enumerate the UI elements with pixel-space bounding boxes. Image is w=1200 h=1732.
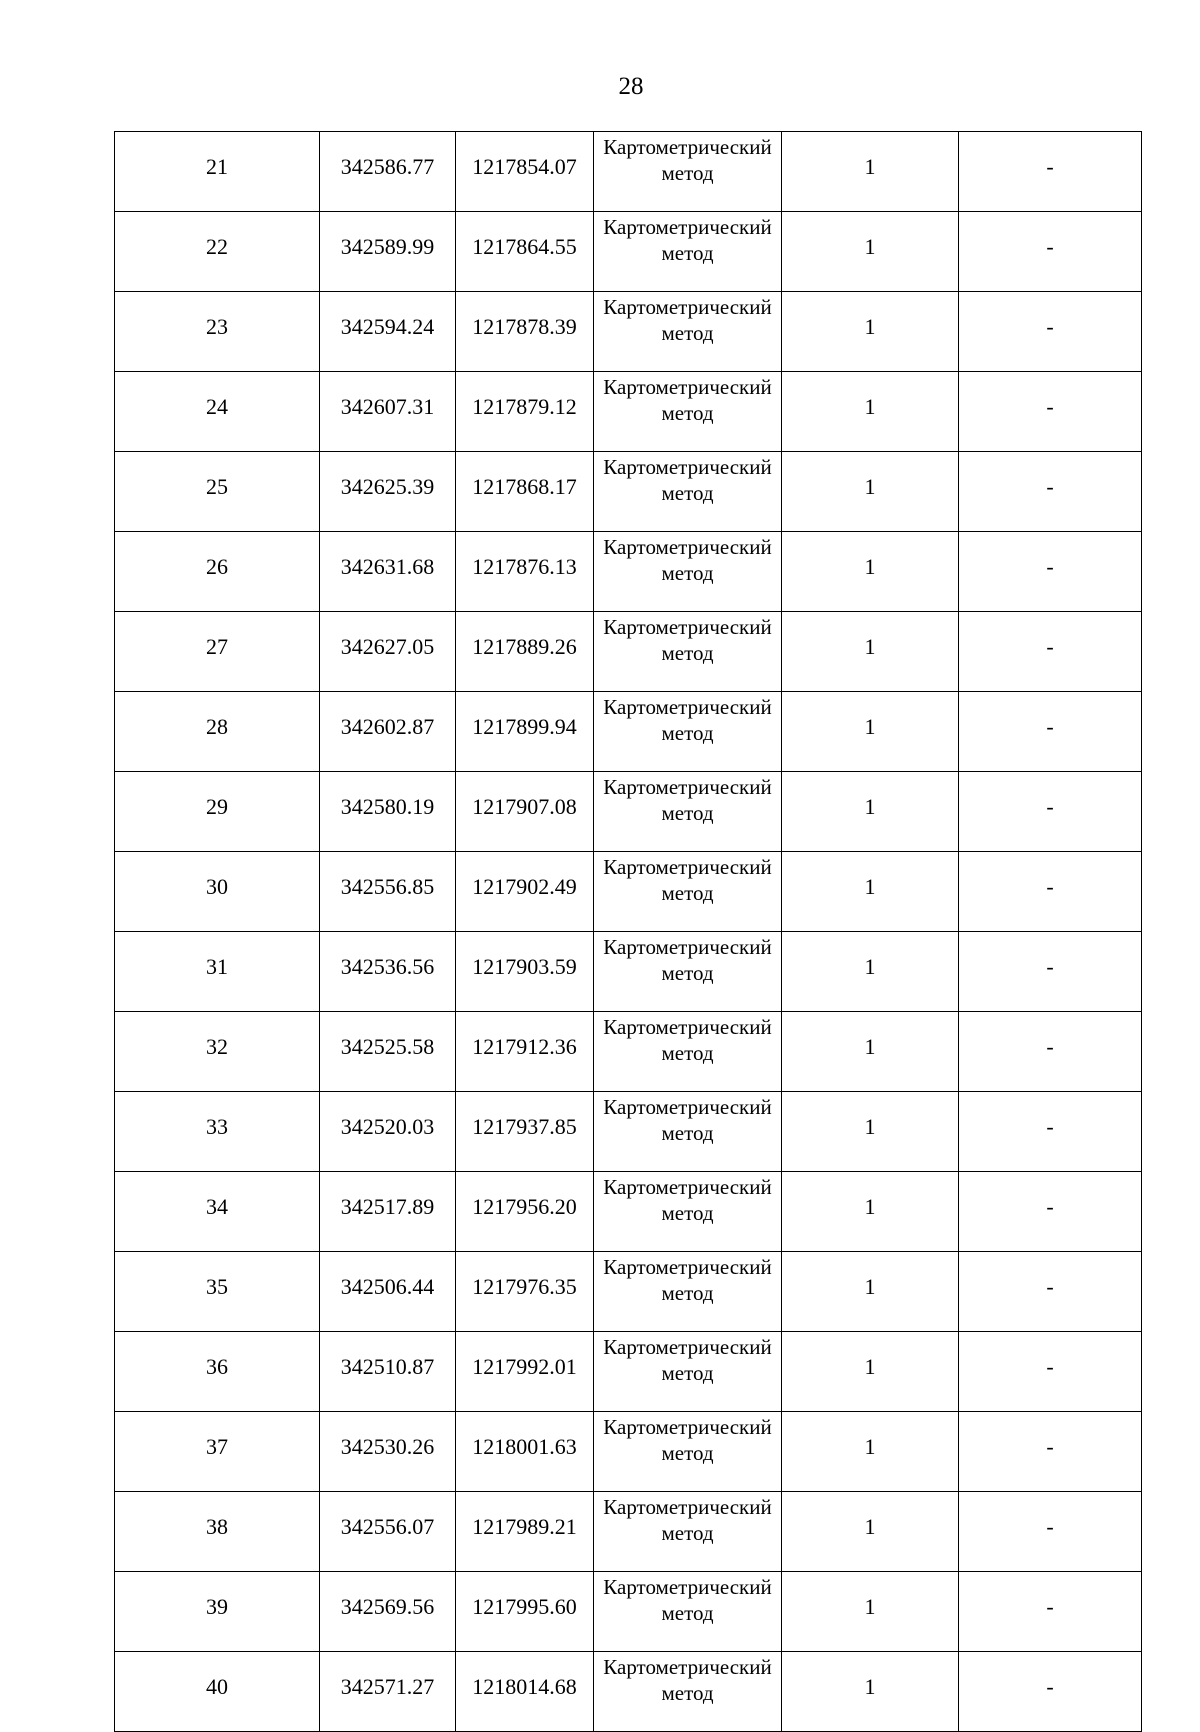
point-number-cell: 26 <box>115 532 320 612</box>
x-coordinate-cell: 342631.68 <box>320 532 456 612</box>
y-coordinate-cell: 1217995.60 <box>456 1572 594 1652</box>
x-coordinate-cell: 342586.77 <box>320 132 456 212</box>
point-number-cell: 36 <box>115 1332 320 1412</box>
accuracy-cell: 1 <box>782 1332 959 1412</box>
table-row <box>115 612 1142 692</box>
note-cell: - <box>959 932 1142 1012</box>
method-cell: Картометрический метод <box>594 1652 782 1732</box>
point-number-cell: 23 <box>115 292 320 372</box>
point-number-cell: 21 <box>115 132 320 212</box>
method-cell: Картометрический метод <box>594 132 782 212</box>
point-number-cell: 32 <box>115 1012 320 1092</box>
note-cell: - <box>959 1492 1142 1572</box>
accuracy-cell: 1 <box>782 1092 959 1172</box>
table-row <box>115 532 1142 612</box>
point-number-cell: 39 <box>115 1572 320 1652</box>
point-number-cell: 25 <box>115 452 320 532</box>
y-coordinate-cell: 1217879.12 <box>456 372 594 452</box>
accuracy-cell: 1 <box>782 612 959 692</box>
point-number-cell: 35 <box>115 1252 320 1332</box>
note-cell: - <box>959 372 1142 452</box>
accuracy-cell: 1 <box>782 852 959 932</box>
point-number-cell: 29 <box>115 772 320 852</box>
method-cell: Картометрический метод <box>594 1492 782 1572</box>
table-row <box>115 1172 1142 1252</box>
table-row <box>115 452 1142 532</box>
method-cell: Картометрический метод <box>594 1012 782 1092</box>
point-number-cell: 24 <box>115 372 320 452</box>
note-cell: - <box>959 1652 1142 1732</box>
accuracy-cell: 1 <box>782 1652 959 1732</box>
table-row <box>115 1492 1142 1572</box>
accuracy-cell: 1 <box>782 532 959 612</box>
x-coordinate-cell: 342602.87 <box>320 692 456 772</box>
accuracy-cell: 1 <box>782 692 959 772</box>
y-coordinate-cell: 1217989.21 <box>456 1492 594 1572</box>
x-coordinate-cell: 342556.07 <box>320 1492 456 1572</box>
note-cell: - <box>959 1012 1142 1092</box>
table-row <box>115 212 1142 292</box>
accuracy-cell: 1 <box>782 1252 959 1332</box>
note-cell: - <box>959 1332 1142 1412</box>
table-row <box>115 1012 1142 1092</box>
point-number-cell: 27 <box>115 612 320 692</box>
method-cell: Картометрический метод <box>594 692 782 772</box>
x-coordinate-cell: 342517.89 <box>320 1172 456 1252</box>
point-number-cell: 31 <box>115 932 320 1012</box>
note-cell: - <box>959 452 1142 532</box>
accuracy-cell: 1 <box>782 1572 959 1652</box>
x-coordinate-cell: 342510.87 <box>320 1332 456 1412</box>
y-coordinate-cell: 1217889.26 <box>456 612 594 692</box>
note-cell: - <box>959 292 1142 372</box>
accuracy-cell: 1 <box>782 1492 959 1572</box>
method-cell: Картометрический метод <box>594 932 782 1012</box>
table-row <box>115 372 1142 452</box>
accuracy-cell: 1 <box>782 372 959 452</box>
table-row <box>115 772 1142 852</box>
y-coordinate-cell: 1217876.13 <box>456 532 594 612</box>
point-number-cell: 37 <box>115 1412 320 1492</box>
accuracy-cell: 1 <box>782 1012 959 1092</box>
x-coordinate-cell: 342571.27 <box>320 1652 456 1732</box>
x-coordinate-cell: 342607.31 <box>320 372 456 452</box>
accuracy-cell: 1 <box>782 1172 959 1252</box>
x-coordinate-cell: 342625.39 <box>320 452 456 532</box>
point-number-cell: 30 <box>115 852 320 932</box>
table-row <box>115 692 1142 772</box>
y-coordinate-cell: 1217956.20 <box>456 1172 594 1252</box>
accuracy-cell: 1 <box>782 452 959 532</box>
method-cell: Картометрический метод <box>594 1172 782 1252</box>
note-cell: - <box>959 612 1142 692</box>
note-cell: - <box>959 852 1142 932</box>
x-coordinate-cell: 342556.85 <box>320 852 456 932</box>
y-coordinate-cell: 1217907.08 <box>456 772 594 852</box>
y-coordinate-cell: 1217992.01 <box>456 1332 594 1412</box>
y-coordinate-cell: 1217864.55 <box>456 212 594 292</box>
y-coordinate-cell: 1217937.85 <box>456 1092 594 1172</box>
y-coordinate-cell: 1217903.59 <box>456 932 594 1012</box>
point-number-cell: 28 <box>115 692 320 772</box>
method-cell: Картометрический метод <box>594 292 782 372</box>
point-number-cell: 34 <box>115 1172 320 1252</box>
note-cell: - <box>959 1572 1142 1652</box>
accuracy-cell: 1 <box>782 212 959 292</box>
note-cell: - <box>959 1412 1142 1492</box>
method-cell: Картометрический метод <box>594 1332 782 1412</box>
table-row <box>115 292 1142 372</box>
accuracy-cell: 1 <box>782 132 959 212</box>
y-coordinate-cell: 1217902.49 <box>456 852 594 932</box>
table-row <box>115 132 1142 212</box>
note-cell: - <box>959 1252 1142 1332</box>
note-cell: - <box>959 132 1142 212</box>
method-cell: Картометрический метод <box>594 772 782 852</box>
accuracy-cell: 1 <box>782 1412 959 1492</box>
note-cell: - <box>959 772 1142 852</box>
accuracy-cell: 1 <box>782 772 959 852</box>
point-number-cell: 22 <box>115 212 320 292</box>
x-coordinate-cell: 342520.03 <box>320 1092 456 1172</box>
x-coordinate-cell: 342580.19 <box>320 772 456 852</box>
method-cell: Картометрический метод <box>594 1092 782 1172</box>
y-coordinate-cell: 1218001.63 <box>456 1412 594 1492</box>
method-cell: Картометрический метод <box>594 1412 782 1492</box>
note-cell: - <box>959 1092 1142 1172</box>
x-coordinate-cell: 342594.24 <box>320 292 456 372</box>
y-coordinate-cell: 1218014.68 <box>456 1652 594 1732</box>
method-cell: Картометрический метод <box>594 212 782 292</box>
coordinates-table <box>114 131 1142 1732</box>
note-cell: - <box>959 532 1142 612</box>
method-cell: Картометрический метод <box>594 532 782 612</box>
table-row <box>115 1092 1142 1172</box>
x-coordinate-cell: 342525.58 <box>320 1012 456 1092</box>
note-cell: - <box>959 212 1142 292</box>
method-cell: Картометрический метод <box>594 852 782 932</box>
accuracy-cell: 1 <box>782 292 959 372</box>
x-coordinate-cell: 342589.99 <box>320 212 456 292</box>
method-cell: Картометрический метод <box>594 1252 782 1332</box>
method-cell: Картометрический метод <box>594 372 782 452</box>
table-row <box>115 1572 1142 1652</box>
accuracy-cell: 1 <box>782 932 959 1012</box>
y-coordinate-cell: 1217899.94 <box>456 692 594 772</box>
coordinates-table-body <box>115 132 1142 1732</box>
method-cell: Картометрический метод <box>594 452 782 532</box>
y-coordinate-cell: 1217976.35 <box>456 1252 594 1332</box>
x-coordinate-cell: 342506.44 <box>320 1252 456 1332</box>
table-row <box>115 1652 1142 1732</box>
x-coordinate-cell: 342536.56 <box>320 932 456 1012</box>
x-coordinate-cell: 342569.56 <box>320 1572 456 1652</box>
method-cell: Картометрический метод <box>594 1572 782 1652</box>
table-row <box>115 932 1142 1012</box>
y-coordinate-cell: 1217868.17 <box>456 452 594 532</box>
x-coordinate-cell: 342627.05 <box>320 612 456 692</box>
point-number-cell: 38 <box>115 1492 320 1572</box>
table-row <box>115 1252 1142 1332</box>
x-coordinate-cell: 342530.26 <box>320 1412 456 1492</box>
point-number-cell: 33 <box>115 1092 320 1172</box>
table-row <box>115 852 1142 932</box>
note-cell: - <box>959 692 1142 772</box>
page-number: 28 <box>618 73 644 100</box>
y-coordinate-cell: 1217912.36 <box>456 1012 594 1092</box>
y-coordinate-cell: 1217854.07 <box>456 132 594 212</box>
y-coordinate-cell: 1217878.39 <box>456 292 594 372</box>
table-row <box>115 1332 1142 1412</box>
method-cell: Картометрический метод <box>594 612 782 692</box>
point-number-cell: 40 <box>115 1652 320 1732</box>
table-row <box>115 1412 1142 1492</box>
note-cell: - <box>959 1172 1142 1252</box>
